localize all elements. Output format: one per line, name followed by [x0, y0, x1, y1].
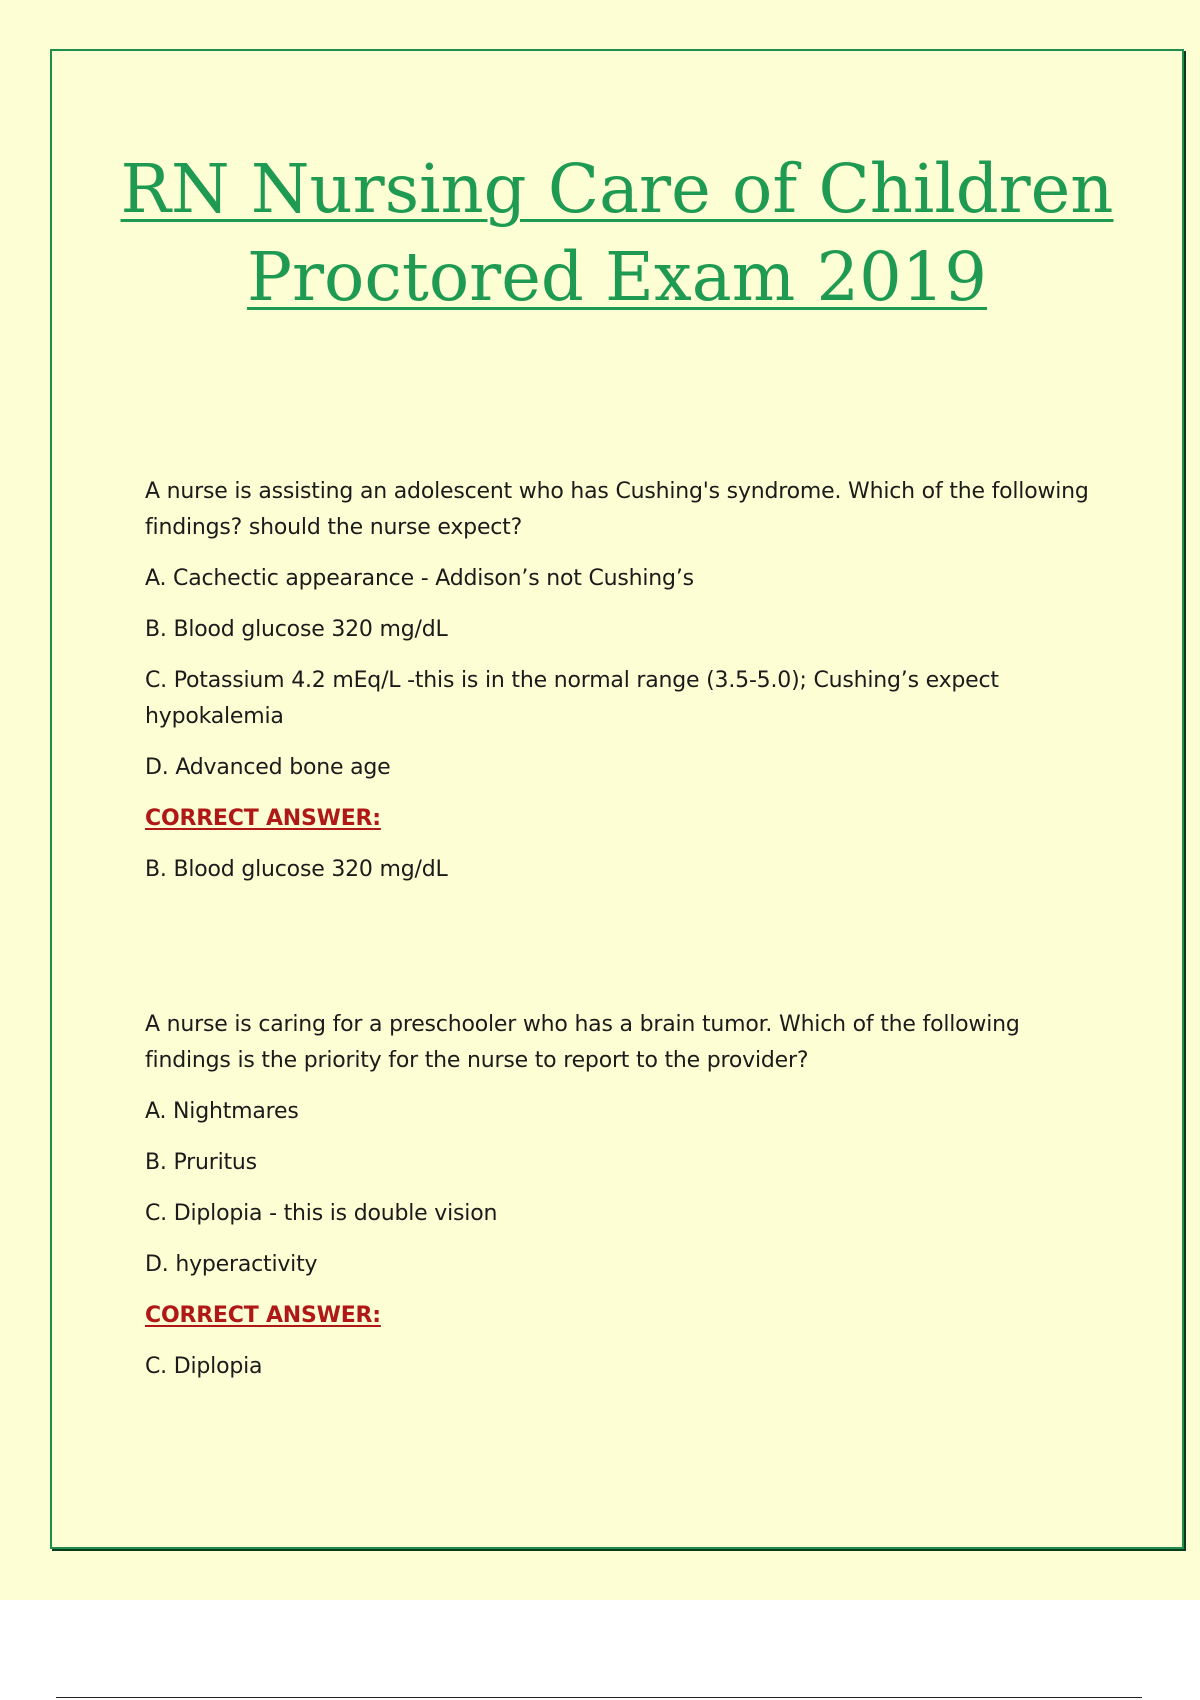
question-text: A nurse is caring for a preschooler who has a brain tumor. Which of the following findings is the priority for the nurse to report to the provider? — [145, 1012, 1020, 1073]
correct-answer-text: B. Blood glucose 320 mg/dL — [145, 857, 448, 882]
option-b: B. Blood glucose 320 mg/dL — [145, 617, 448, 642]
title-line-1: RN Nursing Care of Children — [120, 150, 1114, 228]
option-c: C. Potassium 4.2 mEq/L -this is in the normal range (3.5-5.0); Cushing’s expect hypokalemia — [145, 668, 999, 729]
question-text: A nurse is assisting an adolescent who has Cushing's syndrome. Which of the following findings? should the nurse expect? — [145, 479, 1089, 540]
correct-answer-label: CORRECT ANSWER: — [145, 806, 381, 831]
option-d: D. Advanced bone age — [145, 755, 391, 780]
question-block-2 — [145, 1007, 1095, 1385]
option-a: A. Cachectic appearance - Addison’s not Cushing’s — [145, 566, 694, 591]
title-line-2: Proctored Exam 2019 — [246, 238, 988, 316]
footer-divider — [56, 1697, 1142, 1698]
document-title — [50, 145, 1184, 321]
option-a: A. Nightmares — [145, 1099, 299, 1124]
option-b: B. Pruritus — [145, 1150, 257, 1175]
option-d: D. hyperactivity — [145, 1252, 318, 1277]
correct-answer-label: CORRECT ANSWER: — [145, 1303, 381, 1328]
option-c: C. Diplopia - this is double vision — [145, 1201, 498, 1226]
correct-answer-text: C. Diplopia — [145, 1354, 263, 1379]
question-block-1 — [145, 474, 1095, 888]
